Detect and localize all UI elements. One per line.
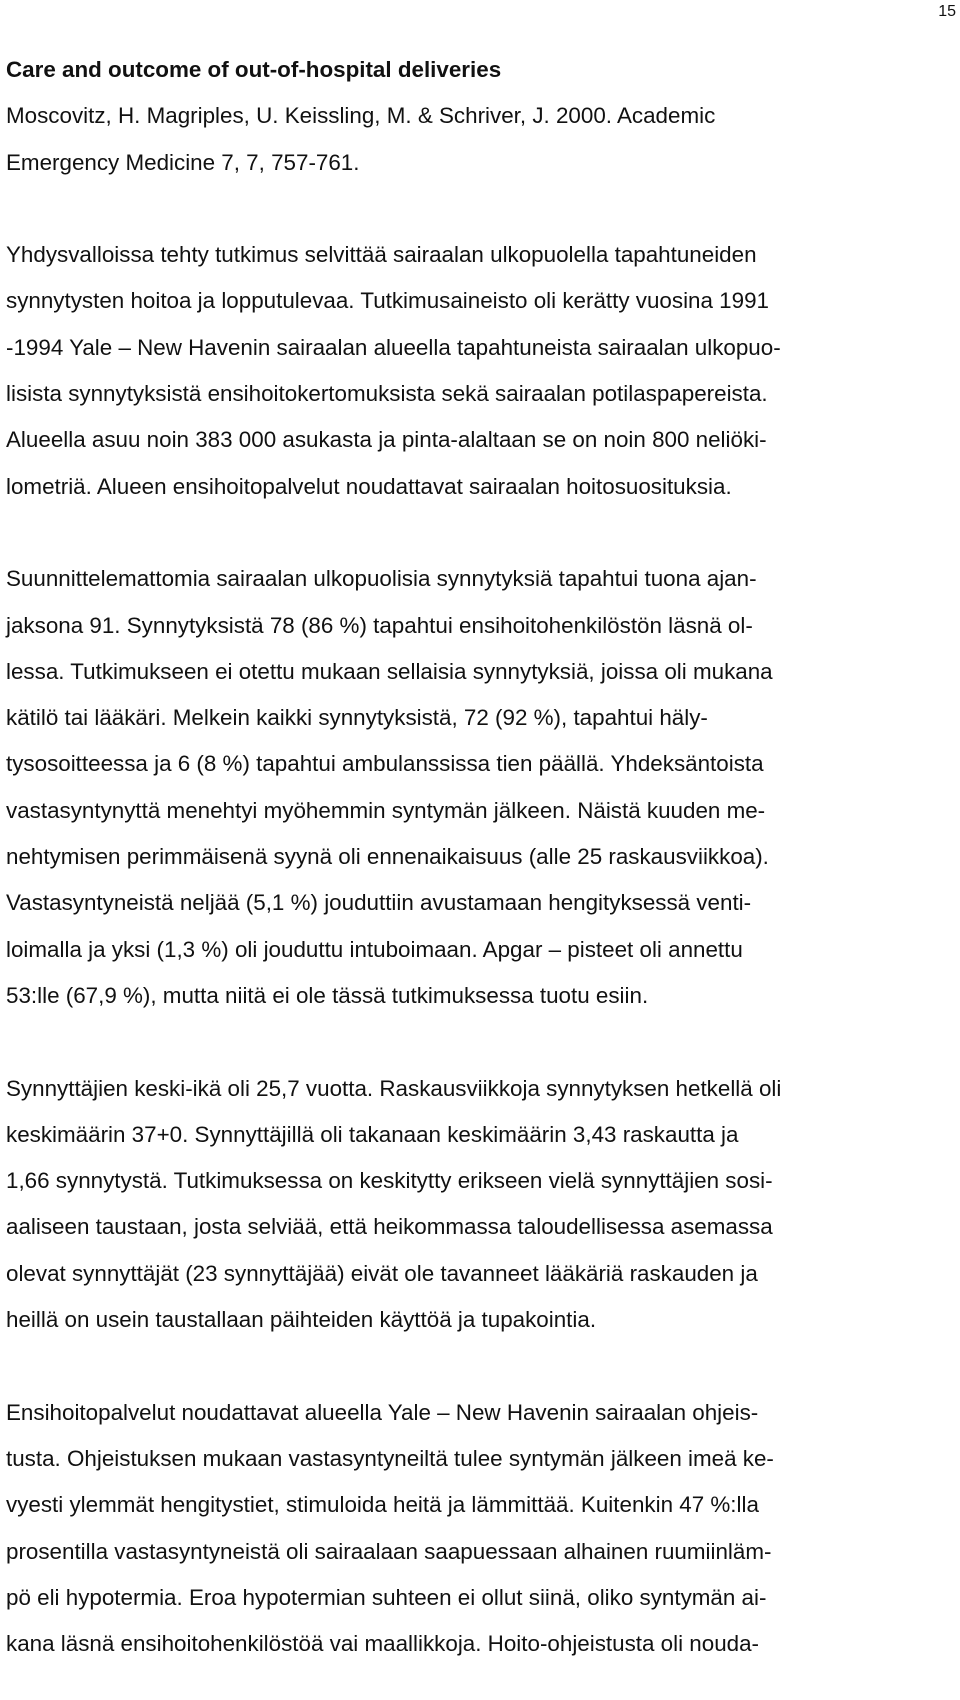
paragraph-gap [6, 1019, 946, 1065]
paragraph-line: tysosoitteessa ja 6 (8 %) tapahtui ambulanssissa tien päällä. Yhdeksäntoista [6, 751, 764, 777]
paragraph-line: keskimäärin 37+0. Synnyttäjillä oli takanaan keskimäärin 3,43 raskautta ja [6, 1121, 739, 1147]
paragraph-line: prosentilla vastasyntyneistä oli sairaalaan saapuessaan alhainen ruumiinläm- [6, 1538, 772, 1564]
paragraph-line: lometriä. Alueen ensihoitopalvelut noudattavat sairaalan hoitosuosituksia. [6, 473, 732, 499]
paragraph-guidelines [6, 1390, 946, 1668]
paragraph-line: Vastasyntyneistä neljää (5,1 %) jouduttiin avustamaan hengityksessä venti- [6, 890, 752, 916]
citation-line: Emergency Medicine 7, 7, 757-761. [6, 149, 360, 175]
paragraph-line: olevat synnyttäjät (23 synnyttäjää) eivät ole tavanneet lääkäriä raskauden ja [6, 1260, 758, 1286]
page-number: 15 [938, 3, 956, 20]
paragraph-line: vastasyntynyttä menehtyi myöhemmin syntymän jälkeen. Näistä kuuden me- [6, 797, 766, 823]
paragraph-line: 53:lle (67,9 %), mutta niitä ei ole tässä tutkimuksessa tuotu esiin. [6, 982, 649, 1008]
paragraph-line: synnytysten hoitoa ja lopputulevaa. Tutkimusaineisto oli kerätty vuosina 1991 [6, 288, 769, 314]
paragraph-gap [6, 186, 946, 232]
paragraph-line: heillä on usein taustallaan päihteiden käyttöä ja tupakointia. [6, 1307, 597, 1333]
paragraph-line: Ensihoitopalvelut noudattavat alueella Yale – New Havenin sairaalan ohjeis- [6, 1399, 759, 1425]
paragraph-gap [6, 1343, 946, 1389]
paragraph-line: nehtymisen perimmäisenä syynä oli ennenaikaisuus (alle 25 raskausviikkoa). [6, 844, 769, 870]
paragraph-line: -1994 Yale – New Havenin sairaalan alueella tapahtuneista sairaalan ulkopuo- [6, 334, 781, 360]
paragraph-line: 1,66 synnytystä. Tutkimuksessa on keskitytty erikseen vielä synnyttäjien sosi- [6, 1168, 773, 1194]
document-body [6, 47, 946, 1667]
paragraph-line: tusta. Ohjeistuksen mukaan vastasyntyneiltä tulee syntymän jälkeen imeä ke- [6, 1445, 774, 1471]
paragraph-line: Yhdysvalloissa tehty tutkimus selvittää sairaalan ulkopuolella tapahtuneiden [6, 242, 757, 268]
paragraph-line: jaksona 91. Synnytyksistä 78 (86 %) tapahtui ensihoitohenkilöstön läsnä ol- [6, 612, 753, 638]
paragraph-results [6, 556, 946, 1019]
paragraph-line: Suunnittelemattomia sairaalan ulkopuolisia synnytyksiä tapahtui tuona ajan- [6, 566, 757, 592]
paragraph-line: loimalla ja yksi (1,3 %) oli jouduttu intuboimaan. Apgar – pisteet oli annettu [6, 936, 743, 962]
paragraph-line: vyesti ylemmät hengitystiet, stimuloida heitä ja lämmittää. Kuitenkin 47 %:lla [6, 1492, 759, 1518]
paragraph-line: pö eli hypotermia. Eroa hypotermian suhteen ei ollut siinä, oliko syntymän ai- [6, 1584, 767, 1610]
paragraph-line: Alueella asuu noin 383 000 asukasta ja pinta-alaltaan se on noin 800 neliöki- [6, 427, 767, 453]
paragraph-line: lisista synnytyksistä ensihoitokertomuksista sekä sairaalan potilaspapereista. [6, 381, 768, 407]
paragraph-line: kätilö tai lääkäri. Melkein kaikki synnytyksistä, 72 (92 %), tapahtui häly- [6, 705, 708, 731]
paragraph-gap [6, 510, 946, 556]
citation-line: Moscovitz, H. Magriples, U. Keissling, M. & Schriver, J. 2000. Academic [6, 103, 716, 129]
paragraph-line: aaliseen taustaan, josta selviää, että heikommassa taloudellisessa asemassa [6, 1214, 773, 1240]
paragraph-line: Synnyttäjien keski-ikä oli 25,7 vuotta. Raskausviikkoja synnytyksen hetkellä oli [6, 1075, 782, 1101]
paragraph-line: kana läsnä ensihoitohenkilöstöä vai maallikkoja. Hoito-ohjeistusta oli nouda- [6, 1631, 760, 1657]
paragraph-mothers [6, 1066, 946, 1344]
paragraph-line: lessa. Tutkimukseen ei otettu mukaan sellaisia synnytyksiä, joissa oli mukana [6, 658, 773, 684]
article-title: Care and outcome of out-of-hospital deliveries [6, 57, 502, 82]
paragraph-study-overview [6, 232, 946, 510]
